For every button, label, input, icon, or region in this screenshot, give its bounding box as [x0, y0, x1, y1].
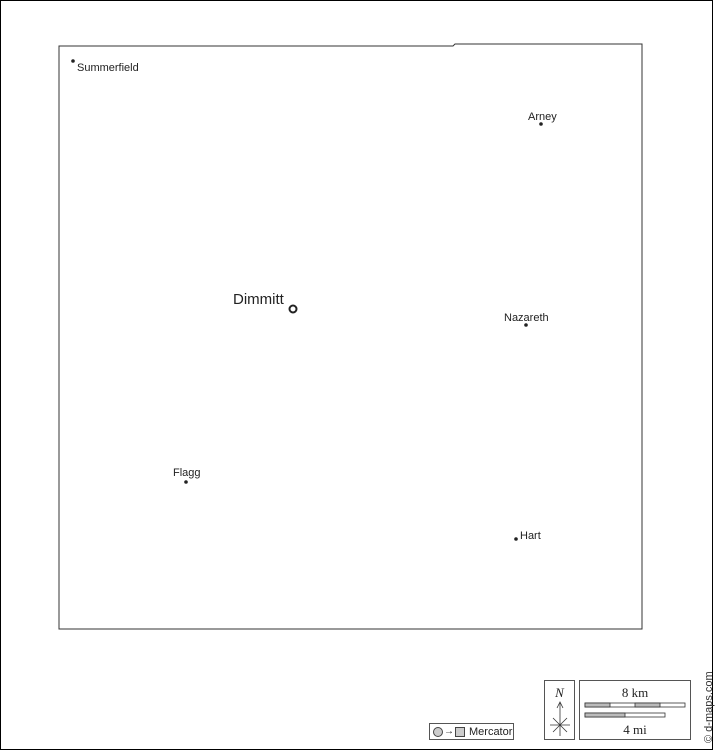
county-seat-circle-icon [290, 306, 297, 313]
scale-bar-box [579, 680, 691, 740]
compass-icon [545, 681, 576, 741]
town-label-arney: Arney [528, 111, 557, 123]
sphere-icon [433, 727, 443, 737]
arrow-right-icon: → [444, 726, 454, 737]
scale-km-label: 8 km [621, 685, 649, 700]
town-label-summerfield: Summerfield [77, 62, 139, 74]
county-seat-label: Dimmitt [233, 291, 284, 308]
projection-legend [429, 723, 514, 740]
credit-label: © d-maps.com [703, 671, 715, 743]
scale-mi-label: 4 mi [623, 722, 647, 737]
projection-label: Mercator [469, 725, 513, 738]
town-label-flagg: Flagg [173, 467, 201, 479]
town-dot-flagg [184, 480, 188, 484]
town-label-hart: Hart [520, 530, 541, 542]
north-label: N [555, 685, 564, 700]
north-arrow-box [544, 680, 575, 740]
plane-icon [455, 727, 465, 737]
town-dot-hart [514, 537, 518, 541]
town-dot-summerfield [71, 59, 75, 63]
town-label-nazareth: Nazareth [504, 312, 549, 324]
county-outline [59, 44, 642, 629]
